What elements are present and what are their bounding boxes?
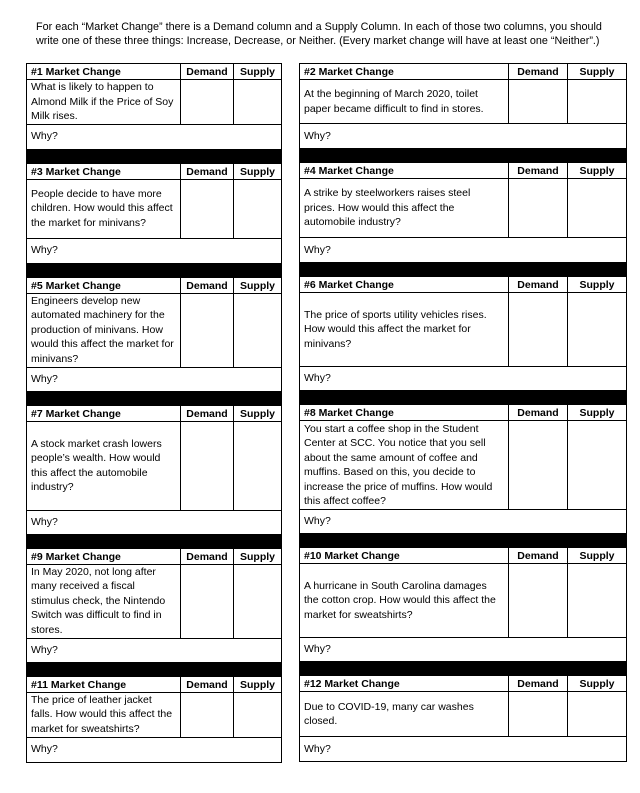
supply-answer-cell[interactable]: [234, 80, 282, 125]
separator-bar: [300, 263, 627, 277]
supply-answer-cell[interactable]: [568, 421, 627, 510]
supply-header: Supply: [568, 548, 627, 564]
question-title: #10 Market Change: [300, 548, 509, 564]
question-text: The price of leather jacket falls. How would this affect the market for sweatshirts?: [27, 692, 181, 737]
supply-header: Supply: [568, 676, 627, 692]
why-field[interactable]: Why?: [27, 367, 282, 391]
separator-bar: [300, 391, 627, 405]
why-field[interactable]: Why?: [300, 638, 627, 662]
demand-answer-cell[interactable]: [509, 179, 568, 238]
demand-header: Demand: [509, 163, 568, 179]
why-field[interactable]: Why?: [27, 510, 282, 534]
why-field[interactable]: Why?: [27, 638, 282, 662]
question-text: A strike by steelworkers raises steel prices. How would this affect the automobile industry?: [300, 179, 509, 238]
supply-answer-cell[interactable]: [234, 179, 282, 238]
separator-bar: [27, 662, 282, 676]
question-text: What is likely to happen to Almond Milk if the Price of Soy Milk rises.: [27, 80, 181, 125]
supply-header: Supply: [568, 277, 627, 293]
demand-header: Demand: [181, 277, 234, 293]
separator-bar: [27, 534, 282, 548]
why-field[interactable]: Why?: [27, 737, 282, 762]
supply-answer-cell[interactable]: [234, 692, 282, 737]
question-title: #8 Market Change: [300, 405, 509, 421]
separator-bar: [27, 149, 282, 163]
demand-header: Demand: [509, 548, 568, 564]
question-title: #1 Market Change: [27, 64, 181, 80]
demand-answer-cell[interactable]: [509, 80, 568, 124]
supply-answer-cell[interactable]: [234, 564, 282, 638]
supply-header: Supply: [234, 548, 282, 564]
question-title: #5 Market Change: [27, 277, 181, 293]
why-field[interactable]: Why?: [300, 367, 627, 391]
question-title: #6 Market Change: [300, 277, 509, 293]
separator-bar: [300, 149, 627, 163]
supply-answer-cell[interactable]: [568, 80, 627, 124]
supply-answer-cell[interactable]: [568, 692, 627, 737]
question-text: Engineers develop new automated machinery for the production of minivans. How would this affect the market for minivans?: [27, 293, 181, 367]
supply-header: Supply: [568, 64, 627, 80]
separator-bar: [27, 391, 282, 405]
question-text: A hurricane in South Carolina damages the cotton crop. How would this affect the market for sweatshirts?: [300, 564, 509, 638]
demand-answer-cell[interactable]: [181, 421, 234, 510]
instructions: For each “Market Change” there is a Demand column and a Supply Column. In each of those two columns, you should write one of these three things: Increase, Decrease, or Neither. (Every market change will have at least one “Neither”.): [36, 21, 602, 47]
question-text: The price of sports utility vehicles rises. How would this affect the market for minivans?: [300, 293, 509, 367]
question-title: #2 Market Change: [300, 64, 509, 80]
question-title: #7 Market Change: [27, 405, 181, 421]
demand-header: Demand: [181, 548, 234, 564]
separator-bar: [300, 662, 627, 676]
supply-header: Supply: [234, 676, 282, 692]
why-field[interactable]: Why?: [300, 510, 627, 534]
supply-header: Supply: [234, 277, 282, 293]
why-field[interactable]: Why?: [300, 124, 627, 149]
supply-header: Supply: [234, 64, 282, 80]
right-column: [299, 63, 626, 762]
left-column: [26, 63, 281, 763]
demand-answer-cell[interactable]: [181, 80, 234, 125]
supply-answer-cell[interactable]: [568, 564, 627, 638]
supply-header: Supply: [568, 163, 627, 179]
demand-answer-cell[interactable]: [181, 692, 234, 737]
demand-answer-cell[interactable]: [181, 293, 234, 367]
question-text: A stock market crash lowers people’s wealth. How would this affect the automobile industry?: [27, 421, 181, 510]
demand-header: Demand: [509, 405, 568, 421]
question-title: #11 Market Change: [27, 676, 181, 692]
demand-header: Demand: [181, 676, 234, 692]
supply-answer-cell[interactable]: [234, 293, 282, 367]
question-text: People decide to have more children. How would this affect the market for minivans?: [27, 179, 181, 238]
demand-answer-cell[interactable]: [509, 293, 568, 367]
demand-header: Demand: [509, 64, 568, 80]
question-title: #4 Market Change: [300, 163, 509, 179]
supply-answer-cell[interactable]: [568, 293, 627, 367]
why-field[interactable]: Why?: [27, 124, 282, 149]
demand-answer-cell[interactable]: [181, 179, 234, 238]
supply-header: Supply: [568, 405, 627, 421]
question-title: #12 Market Change: [300, 676, 509, 692]
why-field[interactable]: Why?: [300, 737, 627, 762]
supply-answer-cell[interactable]: [234, 421, 282, 510]
demand-header: Demand: [509, 676, 568, 692]
separator-bar: [27, 263, 282, 277]
question-text: Due to COVID-19, many car washes closed.: [300, 692, 509, 737]
supply-header: Supply: [234, 405, 282, 421]
demand-answer-cell[interactable]: [181, 564, 234, 638]
supply-header: Supply: [234, 163, 282, 179]
question-text: You start a coffee shop in the Student Center at SCC. You notice that you sell about the same amount of coffee and muffins. Based on this, you decide to increase the price of muffins. How would this affect coffee?: [300, 421, 509, 510]
demand-answer-cell[interactable]: [509, 564, 568, 638]
question-header: [27, 64, 282, 80]
demand-header: Demand: [181, 64, 234, 80]
question-text: In May 2020, not long after many received a fiscal stimulus check, the Nintendo Switch was difficult to find in stores.: [27, 564, 181, 638]
supply-answer-cell[interactable]: [568, 179, 627, 238]
why-field[interactable]: Why?: [27, 238, 282, 263]
separator-bar: [300, 534, 627, 548]
demand-answer-cell[interactable]: [509, 692, 568, 737]
question-text: At the beginning of March 2020, toilet paper became difficult to find in stores.: [300, 80, 509, 124]
demand-header: Demand: [509, 277, 568, 293]
demand-header: Demand: [181, 163, 234, 179]
why-field[interactable]: Why?: [300, 238, 627, 263]
question-title: #9 Market Change: [27, 548, 181, 564]
demand-header: Demand: [181, 405, 234, 421]
demand-answer-cell[interactable]: [509, 421, 568, 510]
question-title: #3 Market Change: [27, 163, 181, 179]
